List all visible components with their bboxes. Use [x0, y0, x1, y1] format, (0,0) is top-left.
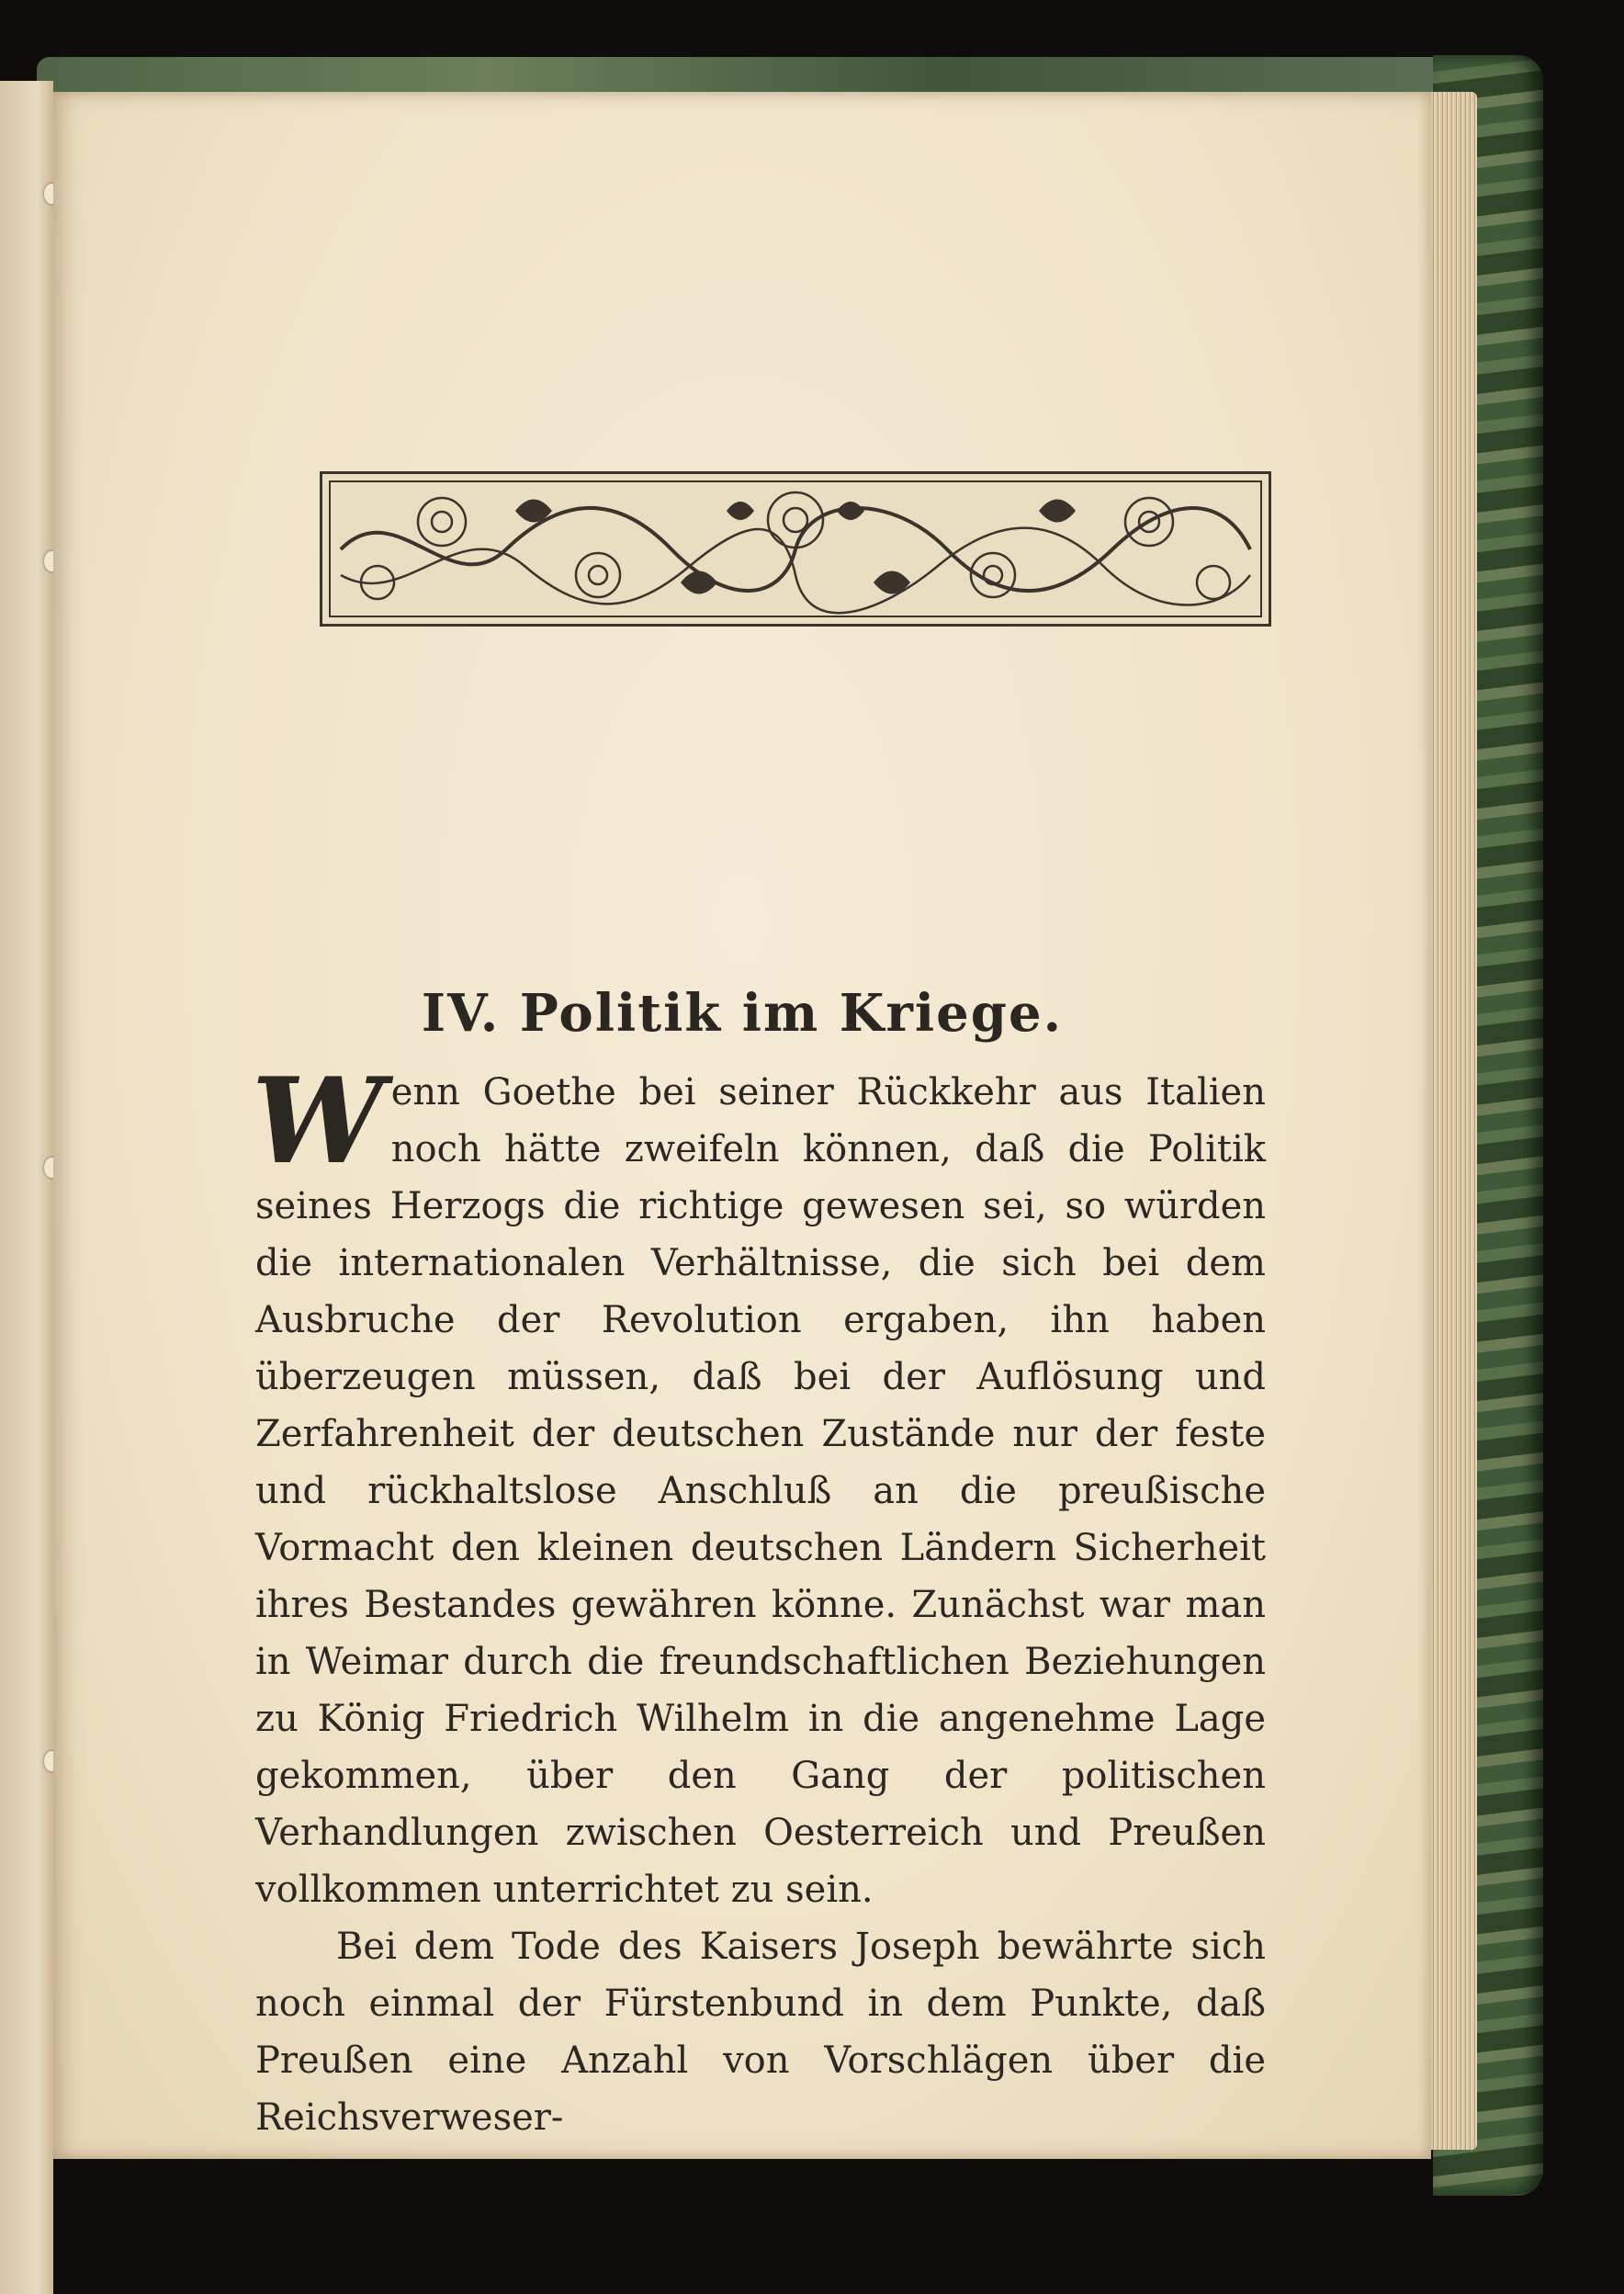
leaf — [837, 502, 864, 520]
left-page-edge — [0, 81, 53, 2294]
ornament-headpiece — [320, 471, 1271, 627]
scroll-vine-secondary — [341, 528, 1250, 614]
rosette — [432, 512, 452, 532]
paragraph-1-text: enn Goethe bei seiner Rückkehr aus Italien noch hätte zweifeln können, daß die Politik seines Herzogs die richtige gewesen sei, so würden die internationalen Verhältnisse, die sich bei dem Ausbruche der Revolution ergaben, ihn haben überzeugen müssen, daß bei der Auflösung und Zerfahrenheit der deutschen Zustände nur der feste und rückhaltslose Anschluß an die preußische Vormacht den kleinen deutschen Ländern Sicherheit ihres Bestandes gewähren könne. Zunächst war man in Weimar durch die freundschaftlichen Beziehungen zu König Friedrich Wilhelm in die angenehme Lage gekommen, über den Gang der politischen Verhandlungen zwischen Oesterreich und Preußen vollkommen unterrichtet zu sein. — [255, 1071, 1266, 1911]
paragraph-1 — [252, 1053, 1266, 1918]
leaf — [681, 571, 717, 594]
rosette — [418, 498, 466, 546]
floral-ornament-graphic — [322, 474, 1269, 624]
rosette — [576, 553, 620, 597]
rosette — [784, 508, 807, 532]
chapter-title: IV. Politik im Kriege. — [421, 983, 1064, 1044]
body-text — [252, 1053, 1266, 2146]
drop-cap-initial: W — [252, 1053, 384, 1191]
rosette — [1197, 566, 1230, 599]
leaf — [727, 502, 754, 520]
rosette — [589, 566, 607, 584]
book-page — [53, 92, 1431, 2159]
leaf — [1039, 500, 1076, 523]
paragraph-2: Bei dem Tode des Kaisers Joseph bewährte sich noch einmal der Fürstenbund in dem Punkte, daß Preußen eine Anzahl von Vorschlägen über die Reichsverweser- — [255, 1926, 1266, 2139]
